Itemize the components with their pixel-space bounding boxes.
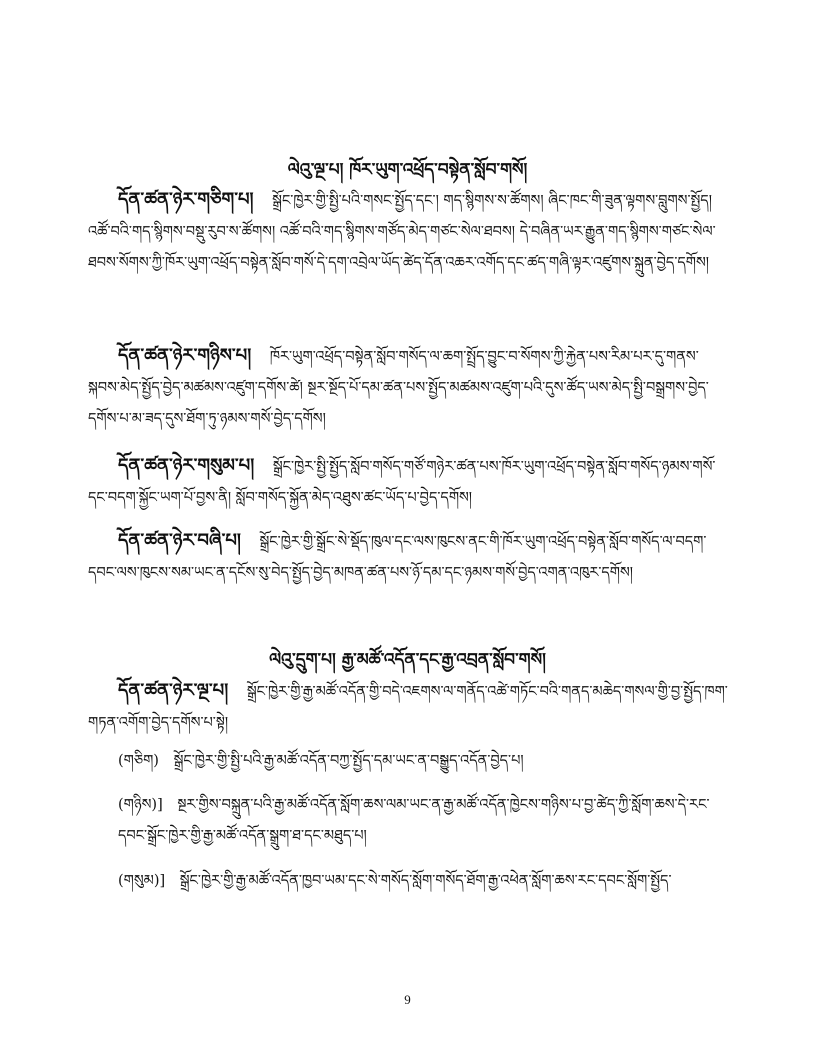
article-25-paragraph: [88, 675, 728, 739]
article-21-label: དོན་ཚན་ཉེར་གཅིག་པ།: [118, 189, 254, 210]
article-23-paragraph: [88, 450, 728, 514]
article-24-label: དོན་ཚན་ཉེར་བཞི་པ།: [118, 530, 241, 551]
list-item-text: སྔར་གྱིས་བསྐྲུན་པའི་རྒྱ་མཚོ་འདོན་སློག་ཆས་ལམ་ཡང་ན་རྒྱ་མཚོ་འདོན་ཁྱེངས་གཉིས་པ་བྱ་ཚེད་ཀྱི་སློག་ཆས་དེ་རང་དབང་སྒྲོང་ཁྱེར་གྱི་རྒྱ་མཚོ་འདོན་སྒྲུག་ཐ་དང་མཐུད་པ།: [118, 797, 710, 844]
article-21-text: སྒྲོང་ཁྱེར་གྱི་སྤྱི་པའི་གསང་སྤྱོད་དང་། གད་སྙིགས་ས་ཚོགས། ཞིང་ཁང་གི་ཟུན་ལྟགས་བླུགས་སྤྱོད། འཚོ་བའི་གད་སྙིགས་བསྡུ་རུབ་ས་ཚོགས། འཚོ་བའི་གད་སྙིགས་གཙོད་མེད་གཙང་སེལ་ཐབས། དེ་བཞིན་ཡར་རྒྱུན་གད་སྙིགས་གཙང་སེལ་ཐབས་སོགས་ཀྱི་ཁོར་ཡུག་འཕྲོད་བསྟེན་སློབ་གསོ་དེ་དག་འབྲེལ་ཡོད་ཚེད་དོན་འཆར་འགོད་དང་ཚད་གཞི་ལྟར་འཛུགས་སྐྲུན་བྱེད་དགོས།: [88, 193, 716, 271]
page-number: 9: [404, 992, 411, 1007]
article-25-label: དོན་ཚན་ཉེར་ལྔ་པ།: [118, 680, 229, 701]
article-25-text: སྒྲོང་ཁྱེར་གྱི་རྒྱ་མཚོ་འདོན་གྱི་བདེ་འཇགས་ལ་གནོད་འཚེ་གཏོང་བའི་གནད་མཆེད་གསལ་གྱི་བྱ་སྤྱོད་ཁག་གཏན་འགོག་བྱེད་དགོས་པ་སྟེ།: [88, 684, 728, 731]
list-item-marker: (གཅིག): [118, 753, 159, 769]
article-24-paragraph: [88, 525, 728, 589]
chapter-5-heading: ལེའུ་ལྔ་པ། ཁོར་ཡུག་འཕྲོད་བསྟེན་སློབ་གསོ།: [287, 160, 528, 180]
chapter-6-heading: ལེའུ་དྲུག་པ། རྒྱ་མཚོ་འདོན་དང་རྒྱ་འབྲན་སློབ་གསོ།: [269, 650, 546, 670]
list-item: [118, 866, 728, 897]
article-21-paragraph: [88, 184, 728, 279]
list-item-text: སྒྲོང་ཁྱེར་གྱི་སྤྱི་པའི་རྒྱ་མཚོ་འདོན་བཀྱ་སྤྱོད་དམ་ཡང་ན་བསྒྱུད་འདོན་བྱེད་པ།: [173, 753, 524, 769]
article-22-label: དོན་ཚན་ཉེར་གཉིས་པ།: [118, 345, 252, 366]
list-item: [118, 790, 728, 852]
article-24-text: སྒྲོང་ཁྱེར་གྱི་སྒྲོང་སེ་སྡོད་ཁུལ་དང་ལས་ཁུངས་ནང་གི་ཁོར་ཡུག་འཕྲོད་བསྟེན་སློབ་གསོད་ལ་བདག་དབང་ལས་ཁུངས་སམ་ཡང་ན་དངོས་སུ་བེད་སྤྱོད་བྱེད་མཁན་ཚན་པས་ཉོ་དམ་དང་ཉམས་གསོ་བྱེད་འགན་འཁུར་དགོས།: [88, 534, 707, 581]
article-22-text: ཁོར་ཡུག་འཕྲོད་བསྟེན་སློབ་གསོད་ལ་ཆག་སྤྲོད་བྱུང་བ་སོགས་ཀྱི་རྐྱེན་པས་རིམ་པར་དུ་གནས་སྐབས་མེད་སྤྱོད་བྱེད་མཚམས་འཛུག་དགོས་ཚེ། སྔར་སྔོད་པོ་དམ་ཚན་པས་སྤྱོད་མཚམས་འཛུག་པའི་དུས་ཚོད་ཡས་མེད་སྤྱི་བསྒྲགས་བྱེད་དགོས་པ་མ་ཟད་དུས་ཐོག་ཏུ་ཉམས་གསོ་བྱེད་དགོས།: [88, 349, 709, 427]
article-23-label: དོན་ཚན་ཉེར་གསུམ་པ།: [118, 455, 255, 476]
list-item-text: སྒྲོང་ཁྱེར་གྱི་རྒྱ་མཚོ་འདོན་ཁྱབ་ཡམ་དང་སེ་གསོད་སློག་གསོད་ཐོག་རྒྱ་འཕེན་སློག་ཆས་རང་དབང་སློག་སྤྱོད་: [179, 873, 672, 889]
list-item-marker: (གསུམ)]: [118, 873, 166, 889]
article-22-paragraph: [88, 340, 728, 435]
list-item: [118, 746, 728, 777]
list-item-marker: (གཉིས)]: [118, 797, 163, 813]
article-23-text: སྒྲོང་ཁྱེར་སྤྱི་སྤྱོད་སློབ་གསོད་གཙོ་གཉེར་ཚན་པས་ཁོར་ཡུག་འཕྲོད་བསྟེན་སློབ་གསོད་ཉམས་གསོ་དང་བདག་སྐྱོང་ཡག་པོ་བྱས་ནི། སློབ་གསོད་སྐྱོན་མེད་འཐུས་ཚང་ཡོད་པ་བྱེད་དགོས།: [88, 459, 716, 506]
